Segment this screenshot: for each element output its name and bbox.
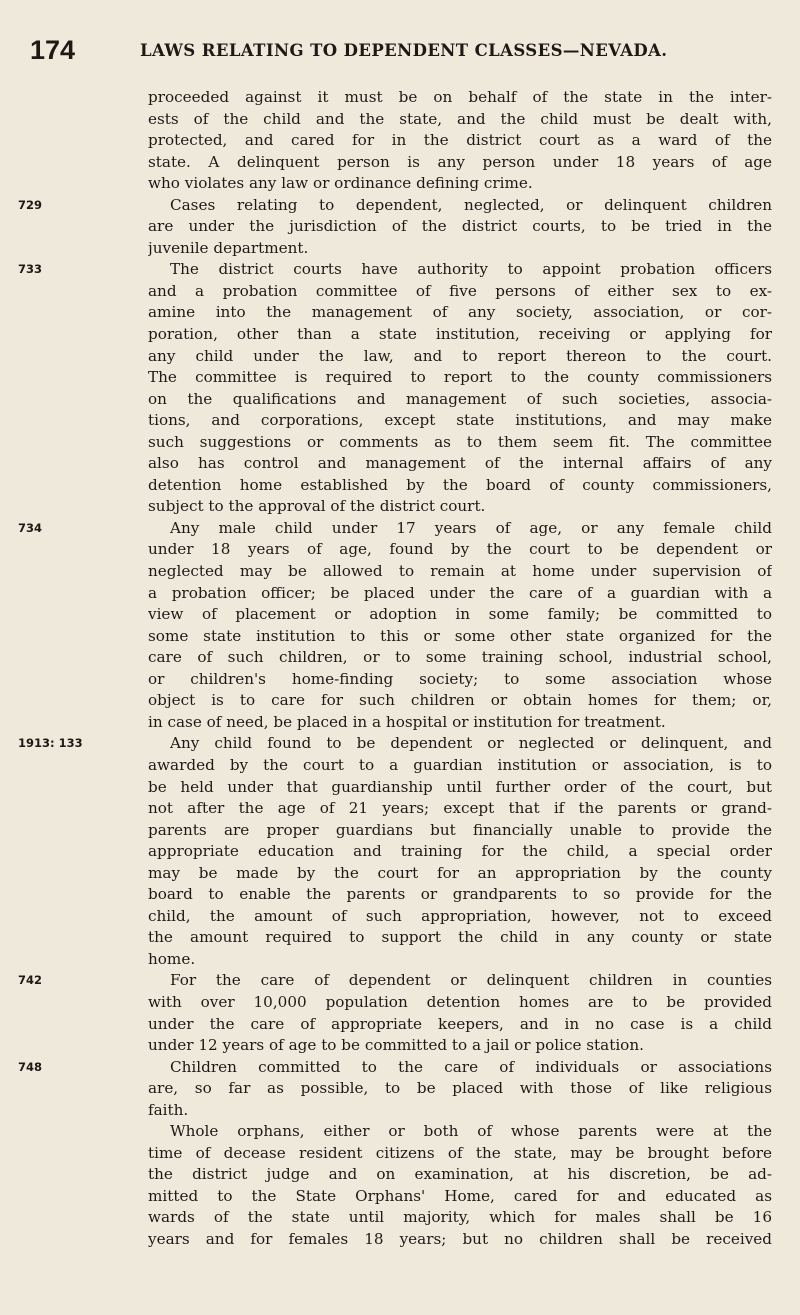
text-line: Whole orphans, either or both of whose parents were at the	[170, 1122, 772, 1141]
margin-reference: 1913: 133	[18, 736, 83, 751]
text-line: and a probation committee of five persons of either sex to ex-	[148, 281, 772, 300]
text-line: are, so far as possible, to be placed with those of like religious	[148, 1079, 772, 1098]
text-line: under the care of appropriate keepers, and in no case is a child	[148, 1014, 772, 1033]
text-line: are under the jurisdiction of the district courts, to be tried in the	[148, 217, 772, 236]
text-line: mitted to the State Orphans' Home, cared for and educated as	[148, 1186, 772, 1205]
text-line: may be made by the court for an appropriation by the county	[148, 863, 772, 882]
margin-reference: 729	[18, 197, 43, 212]
text-line: awarded by the court to a guardian institution or association, is to	[148, 755, 772, 774]
text-line: such suggestions or comments as to them seem fit. The committee	[148, 432, 772, 451]
paragraph	[0, 1121, 800, 1250]
text-line: poration, other than a state institution, receiving or applying for	[148, 325, 772, 344]
margin-reference: 734	[18, 520, 43, 535]
text-line: not after the age of 21 years; except that if the parents or grand-	[148, 799, 772, 818]
text-line: on the qualifications and management of such societies, associa-	[148, 389, 772, 408]
text-line: amine into the management of any society, association, or cor-	[148, 303, 772, 322]
paragraph	[0, 733, 800, 970]
text-line: Any child found to be dependent or neglected or delinquent, and	[170, 734, 772, 753]
text-line: tions, and corporations, except state institutions, and may make	[148, 411, 772, 430]
margin-reference: 742	[18, 973, 43, 988]
text-line: under 12 years of age to be committed to a jail or police station.	[148, 1036, 644, 1055]
text-line: child, the amount of such appropriation, however, not to exceed	[148, 906, 772, 925]
text-line: some state institution to this or some other state organized for the	[148, 626, 772, 645]
text-line: the amount required to support the child in any county or state	[148, 928, 772, 947]
text-line: proceeded against it must be on behalf of the state in the inter-	[148, 88, 772, 106]
margin-reference: 733	[18, 262, 43, 277]
paragraph	[0, 1057, 800, 1122]
text-line: under 18 years of age, found by the court to be dependent or	[148, 540, 772, 559]
paragraph	[0, 195, 800, 260]
text-line: For the care of dependent or delinquent children in counties	[170, 971, 772, 990]
text-line: The committee is required to report to the county commissioners	[148, 368, 772, 387]
text-line: view of placement or adoption in some family; be committed to	[148, 605, 772, 624]
paragraph	[0, 518, 800, 733]
paragraph	[0, 87, 800, 195]
text-line: wards of the state until majority, which for males shall be 16	[148, 1208, 772, 1227]
text-line: faith.	[148, 1100, 189, 1119]
text-line: be held under that guardianship until further order of the court, but	[148, 777, 772, 796]
text-line: time of decease resident citizens of the state, may be brought before	[148, 1143, 772, 1162]
text-line: object is to care for such children or obtain homes for them; or,	[148, 691, 772, 710]
text-line: neglected may be allowed to remain at home under supervision of	[148, 562, 772, 581]
running-title: LAWS RELATING TO DEPENDENT CLASSES—NEVADA.	[140, 41, 668, 60]
text-line: board to enable the parents or grandparents to so provide for the	[148, 885, 772, 904]
text-line: subject to the approval of the district court.	[148, 497, 486, 516]
text-line: ests of the child and the state, and the child must be dealt with,	[148, 109, 772, 128]
paragraph	[0, 259, 800, 518]
text-line: parents are proper guardians but financially unable to provide the	[148, 820, 772, 839]
text-line: in case of need, be placed in a hospital or institution for treatment.	[148, 712, 666, 731]
text-line: or children's home-finding society; to some association whose	[148, 669, 772, 688]
text-line: with over 10,000 population detention homes are to be provided	[148, 992, 772, 1011]
text-line: Cases relating to dependent, neglected, or delinquent children	[170, 195, 772, 214]
text-line: detention home established by the board of county commissioners,	[148, 475, 772, 494]
text-line: Any male child under 17 years of age, or any female child	[170, 518, 772, 537]
page-number: 174	[30, 35, 76, 65]
text-line: a probation officer; be placed under the care of a guardian with a	[148, 583, 772, 602]
text-line: any child under the law, and to report thereon to the court.	[148, 346, 772, 365]
text-line: home.	[148, 949, 196, 968]
text-line: who violates any law or ordinance defining crime.	[148, 174, 533, 193]
text-line: years and for females 18 years; but no children shall be received	[148, 1229, 772, 1248]
text-line: protected, and cared for in the district court as a ward of the	[148, 131, 772, 150]
text-line: state. A delinquent person is any person under 18 years of age	[148, 152, 772, 171]
text-line: appropriate education and training for the child, a special order	[148, 842, 772, 861]
margin-reference: 748	[18, 1059, 43, 1074]
paragraph	[0, 970, 800, 1056]
text-line: care of such children, or to some training school, industrial school,	[148, 648, 772, 667]
text-line: The district courts have authority to appoint probation officers	[170, 260, 772, 279]
body-text	[0, 87, 800, 1251]
text-line: also has control and management of the internal affairs of any	[148, 454, 772, 473]
page-header	[30, 34, 770, 74]
text-line: juvenile department.	[148, 238, 309, 257]
text-line: the district judge and on examination, at his discretion, be ad-	[148, 1165, 772, 1184]
text-line: Children committed to the care of individuals or associations	[170, 1057, 772, 1076]
